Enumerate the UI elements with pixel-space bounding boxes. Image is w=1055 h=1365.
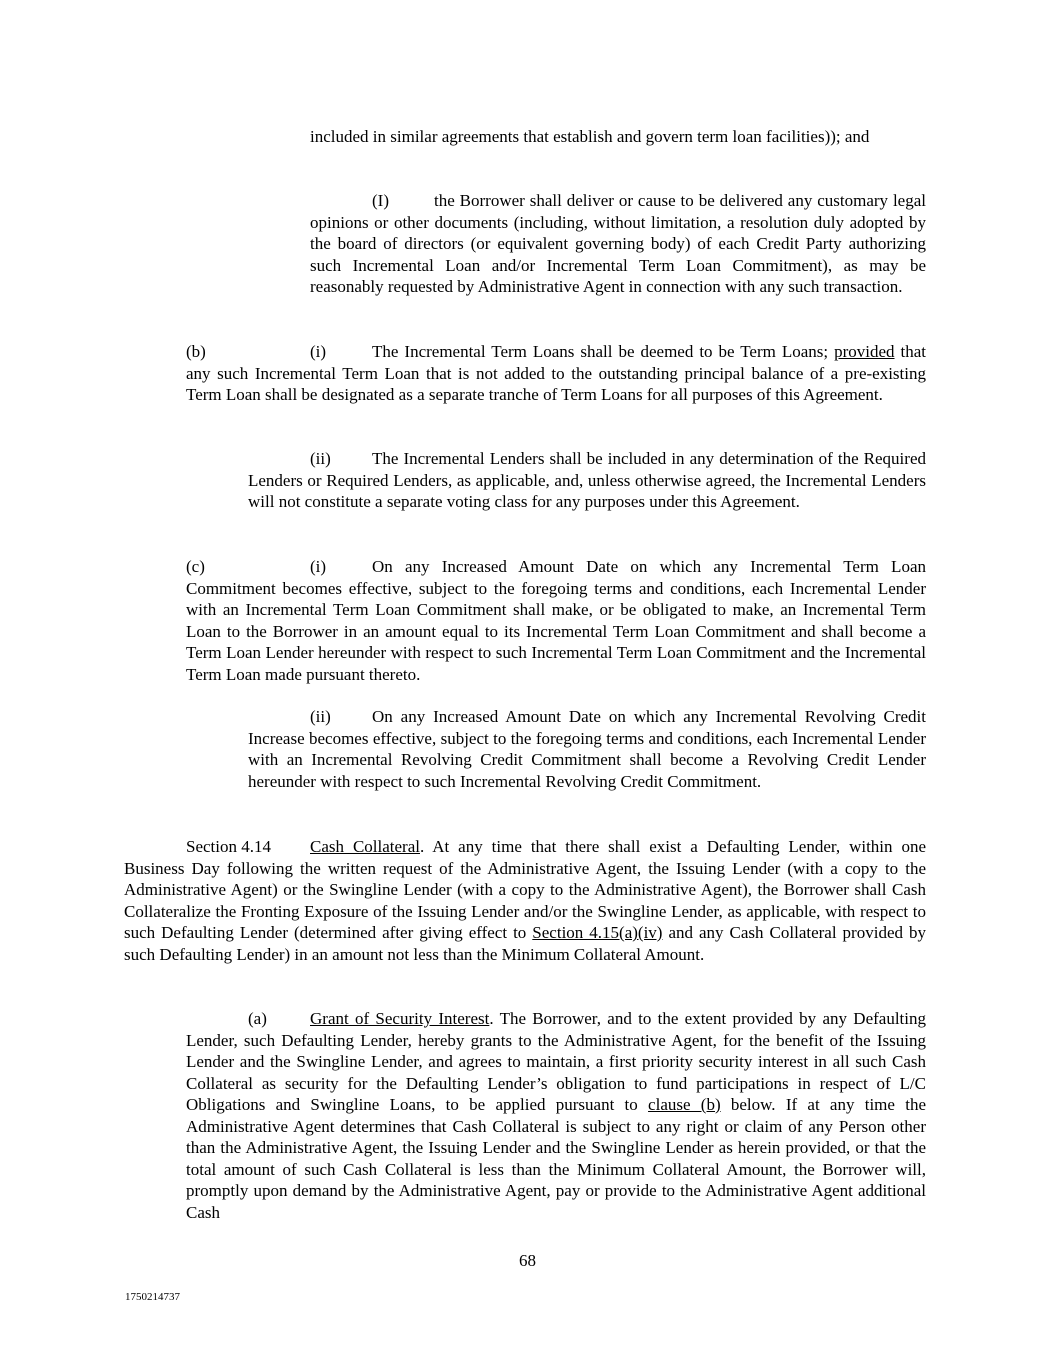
subclause-label: (ii) (310, 707, 331, 726)
document-id: 1750214737 (125, 1291, 180, 1303)
section-number: Section 4.14 (186, 837, 271, 856)
subclause-label: (i) (310, 557, 327, 576)
subclause-label: (i) (310, 342, 327, 361)
paragraph-b-i (186, 341, 926, 406)
paragraph-text: included in similar agreements that establish and govern term loan facilities)); and (310, 127, 870, 146)
paragraph-I (310, 190, 926, 298)
clause-reference: clause (b) (648, 1095, 721, 1114)
clause-title: Grant of Security Interest (310, 1009, 490, 1028)
paragraph-c-ii (248, 706, 926, 792)
paragraph-b-ii (248, 448, 926, 513)
paragraph-text: the Borrower shall deliver or cause to be delivered any customary legal opinions or other documents (including, without limitation, a resolution duly adopted by the board of directors (or equivalent governing body) of each Credit Party authorizing such Incremental Loan and/or Incremental Term Loan Commitment), as may be reasonably requested by Administrative Agent in connection with any such transaction. (310, 191, 926, 296)
subclause-label: (ii) (310, 449, 331, 468)
section-title: Cash Collateral (310, 837, 420, 856)
paragraph-text-cont: below. If at any time the Administrative Agent determines that Cash Collateral is subject to any right or claim of any Person other than the Administrative Agent, the Issuing Lender and the Swingline Lender as herein provided, or that the total amount of such Cash Collateral is less than the Minimum Collateral Amount, the Borrower will, promptly upon demand by the Administrative Agent, pay or provide to the Administrative Agent additional Cash (186, 1095, 926, 1222)
section-text-cont: and any Cash Collateral provided by such Defaulting Lender) in an amount not less than the Minimum Collateral Amount. (124, 923, 926, 964)
section-reference: Section 4.15(a)(iv) (532, 923, 663, 942)
paragraph-a-tail (310, 126, 926, 148)
section-text: . At any time that there shall exist a Defaulting Lender, within one Business Day following the written request of the Administrative Agent, the Issuing Lender (with a copy to the Administrative Agent) or the Swingline Lender (with a copy to the Administrative Agent), the Borrower shall Cash Collateralize the Fronting Exposure of the Issuing Lender and/or the Swingline Lender, as applicable, with respect to such Defaulting Lender (determined after giving effect to (124, 837, 927, 942)
paragraph-text: . The Borrower, and to the extent provided by any Defaulting Lender, such Defaulting Lender, hereby grants to the Administrative Agent, for the benefit of the Issuing Lender and the Swingline Lender, and agrees to maintain, a first priority security interest in all such Cash Collateral as security for the Defaulting Lender’s obligation to fund participations in respect of L/C Obligations and Swingline Loans, to be applied pursuant to (186, 1009, 926, 1114)
paragraph-text-cont: that any such Incremental Term Loan that is not added to the outstanding principal balance of a pre-existing Term Loan shall be designated as a separate tranche of Term Loans for all purposes of this Agreement. (186, 342, 926, 404)
clause-label: (I) (372, 191, 389, 210)
paragraph-text: The Incremental Term Loans shall be deemed to be Term Loans; (372, 342, 835, 361)
clause-label: (c) (186, 557, 205, 576)
page-number: 68 (519, 1251, 536, 1270)
clause-label: (a) (248, 1009, 267, 1028)
clause-label: (b) (186, 342, 206, 361)
paragraph-text: On any Increased Amount Date on which any Incremental Revolving Credit Increase becomes effective, subject to the foregoing terms and conditions, each Incremental Lender with an Incremental Revolving Credit Commitment shall become a Revolving Credit Lender hereunder with respect to such Incremental Revolving Credit Commitment. (248, 707, 926, 791)
section-4-14 (124, 836, 926, 965)
paragraph-c-i (186, 556, 926, 685)
provided-term: provided (834, 342, 895, 361)
paragraph-text: On any Increased Amount Date on which any Incremental Term Loan Commitment becomes effective, subject to the foregoing terms and conditions, each Incremental Lender with an Incremental Term Loan Commitment shall make, or be obligated to make, an Incremental Term Loan to the Borrower in an amount equal to its Incremental Term Loan Commitment and shall become a Term Loan Lender hereunder with respect to such Incremental Term Loan Commitment and the Incremental Term Loan made pursuant thereto. (186, 557, 926, 684)
paragraph-4-14-a (186, 1008, 926, 1223)
paragraph-text: The Incremental Lenders shall be included in any determination of the Required Lenders or Required Lenders, as applicable, and, unless otherwise agreed, the Incremental Lenders will not constitute a separate voting class for any purposes under this Agreement. (248, 449, 926, 511)
